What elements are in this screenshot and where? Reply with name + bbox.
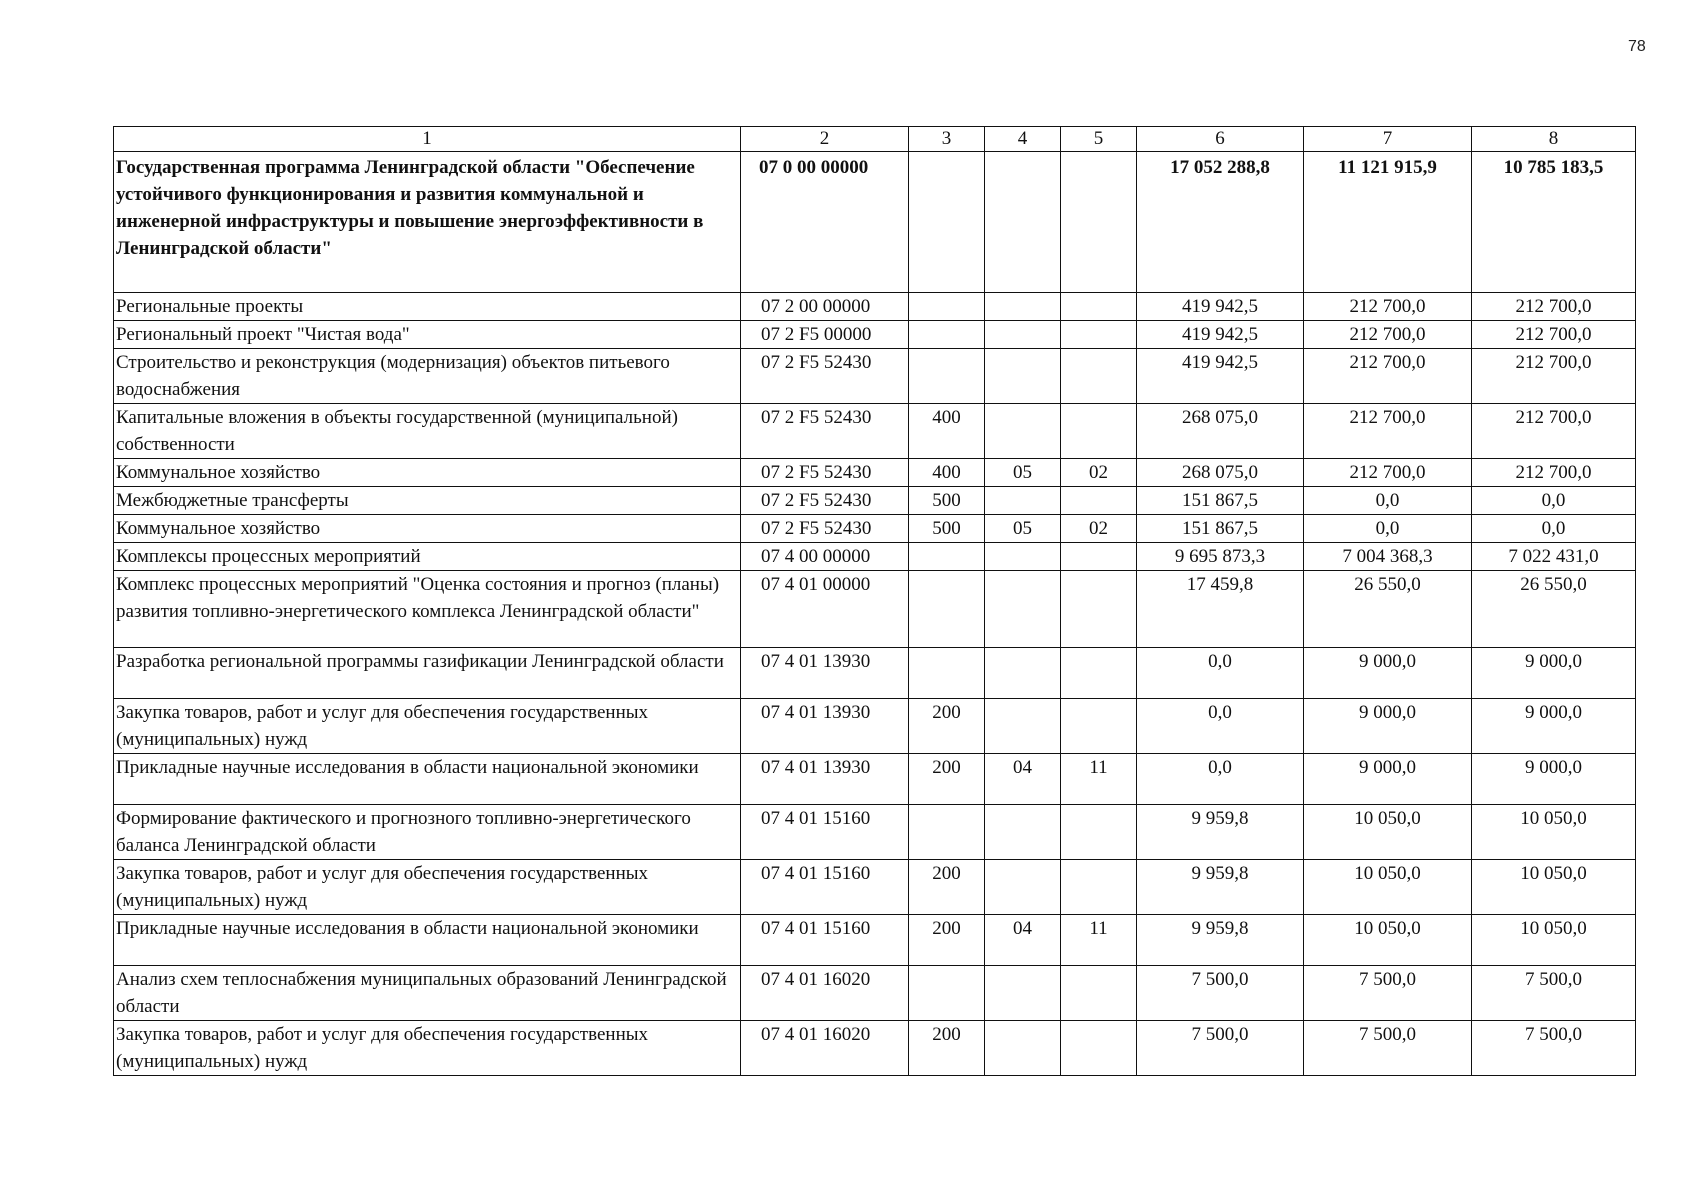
amount-year3-cell: 10 050,0 (1472, 860, 1636, 915)
subsection-cell (1061, 349, 1137, 404)
row-name-cell: Закупка товаров, работ и услуг для обеспечения государственных (муниципальных) нужд (114, 860, 741, 915)
target-article-code-cell: 07 2 F5 52430 (741, 404, 909, 459)
section-cell (985, 860, 1061, 915)
amount-year1-cell: 7 500,0 (1137, 1021, 1304, 1076)
expense-type-cell: 500 (909, 487, 985, 515)
section-cell (985, 1021, 1061, 1076)
table-row (114, 805, 1636, 860)
expense-type-cell: 200 (909, 1021, 985, 1076)
expense-type-cell (909, 571, 985, 648)
subsection-cell (1061, 860, 1137, 915)
expense-type-cell (909, 321, 985, 349)
row-name-cell: Региональные проекты (114, 293, 741, 321)
table-row (114, 860, 1636, 915)
amount-year2-cell: 0,0 (1304, 487, 1472, 515)
table-row (114, 648, 1636, 699)
table-row (114, 754, 1636, 805)
column-number: 7 (1304, 127, 1472, 152)
row-name-cell: Комплекс процессных мероприятий "Оценка состояния и прогноз (планы) развития топливно-энергетического комплекса Ленинградской области" (114, 571, 741, 648)
amount-year2-cell: 9 000,0 (1304, 648, 1472, 699)
target-article-code-cell: 07 4 00 00000 (741, 543, 909, 571)
amount-year2-cell: 7 500,0 (1304, 1021, 1472, 1076)
row-name-cell: Коммунальное хозяйство (114, 459, 741, 487)
amount-year2-cell: 7 500,0 (1304, 966, 1472, 1021)
table-row (114, 915, 1636, 966)
amount-year2-cell: 212 700,0 (1304, 293, 1472, 321)
table-row (114, 321, 1636, 349)
target-article-code-cell: 07 4 01 13930 (741, 754, 909, 805)
column-number: 4 (985, 127, 1061, 152)
section-cell: 04 (985, 915, 1061, 966)
amount-year3-cell: 9 000,0 (1472, 648, 1636, 699)
row-name-cell: Строительство и реконструкция (модернизация) объектов питьевого водоснабжения (114, 349, 741, 404)
target-article-code-cell: 07 4 01 13930 (741, 699, 909, 754)
amount-year1-cell: 9 959,8 (1137, 860, 1304, 915)
subsection-cell (1061, 152, 1137, 293)
row-name-cell: Прикладные научные исследования в области национальной экономики (114, 754, 741, 805)
amount-year2-cell: 11 121 915,9 (1304, 152, 1472, 293)
target-article-code-cell: 07 2 00 00000 (741, 293, 909, 321)
section-cell (985, 293, 1061, 321)
amount-year1-cell: 419 942,5 (1137, 293, 1304, 321)
subsection-cell (1061, 966, 1137, 1021)
amount-year2-cell: 212 700,0 (1304, 404, 1472, 459)
amount-year3-cell: 7 500,0 (1472, 1021, 1636, 1076)
section-cell: 05 (985, 459, 1061, 487)
row-name-cell: Коммунальное хозяйство (114, 515, 741, 543)
subsection-cell (1061, 321, 1137, 349)
target-article-code-cell: 07 2 F5 52430 (741, 459, 909, 487)
target-article-code-cell: 07 0 00 00000 (741, 152, 909, 293)
table-row (114, 1021, 1636, 1076)
target-article-code-cell: 07 4 01 15160 (741, 805, 909, 860)
amount-year3-cell: 212 700,0 (1472, 293, 1636, 321)
section-cell (985, 571, 1061, 648)
amount-year3-cell: 7 500,0 (1472, 966, 1636, 1021)
subsection-cell (1061, 404, 1137, 459)
section-cell (985, 487, 1061, 515)
subsection-cell (1061, 805, 1137, 860)
amount-year3-cell: 0,0 (1472, 487, 1636, 515)
amount-year1-cell: 0,0 (1137, 754, 1304, 805)
amount-year1-cell: 0,0 (1137, 648, 1304, 699)
table-row (114, 152, 1636, 293)
amount-year1-cell: 419 942,5 (1137, 349, 1304, 404)
amount-year3-cell: 7 022 431,0 (1472, 543, 1636, 571)
section-cell (985, 966, 1061, 1021)
amount-year1-cell: 151 867,5 (1137, 515, 1304, 543)
expense-type-cell (909, 648, 985, 699)
amount-year1-cell: 9 695 873,3 (1137, 543, 1304, 571)
subsection-cell: 02 (1061, 515, 1137, 543)
expense-type-cell: 200 (909, 699, 985, 754)
amount-year2-cell: 0,0 (1304, 515, 1472, 543)
target-article-code-cell: 07 4 01 15160 (741, 915, 909, 966)
target-article-code-cell: 07 2 F5 52430 (741, 349, 909, 404)
amount-year3-cell: 10 050,0 (1472, 805, 1636, 860)
subsection-cell (1061, 648, 1137, 699)
row-name-cell: Прикладные научные исследования в области национальной экономики (114, 915, 741, 966)
section-cell (985, 152, 1061, 293)
table-row (114, 487, 1636, 515)
subsection-cell (1061, 543, 1137, 571)
table-row (114, 699, 1636, 754)
expense-type-cell: 200 (909, 754, 985, 805)
amount-year1-cell: 17 052 288,8 (1137, 152, 1304, 293)
amount-year3-cell: 10 785 183,5 (1472, 152, 1636, 293)
amount-year3-cell: 0,0 (1472, 515, 1636, 543)
amount-year3-cell: 10 050,0 (1472, 915, 1636, 966)
target-article-code-cell: 07 4 01 16020 (741, 1021, 909, 1076)
amount-year1-cell: 9 959,8 (1137, 915, 1304, 966)
column-number: 3 (909, 127, 985, 152)
expense-type-cell: 200 (909, 915, 985, 966)
budget-table (113, 126, 1636, 1076)
table-row (114, 404, 1636, 459)
row-name-cell: Региональный проект "Чистая вода" (114, 321, 741, 349)
section-cell (985, 699, 1061, 754)
table-row (114, 571, 1636, 648)
amount-year2-cell: 9 000,0 (1304, 754, 1472, 805)
amount-year3-cell: 9 000,0 (1472, 699, 1636, 754)
column-number-row (114, 127, 1636, 152)
table-row (114, 349, 1636, 404)
table-row (114, 515, 1636, 543)
section-cell (985, 321, 1061, 349)
table-row (114, 543, 1636, 571)
amount-year2-cell: 26 550,0 (1304, 571, 1472, 648)
amount-year1-cell: 17 459,8 (1137, 571, 1304, 648)
subsection-cell (1061, 487, 1137, 515)
amount-year2-cell: 212 700,0 (1304, 321, 1472, 349)
row-name-cell: Закупка товаров, работ и услуг для обеспечения государственных (муниципальных) нужд (114, 1021, 741, 1076)
amount-year2-cell: 10 050,0 (1304, 860, 1472, 915)
column-number: 1 (114, 127, 741, 152)
amount-year1-cell: 7 500,0 (1137, 966, 1304, 1021)
expense-type-cell (909, 349, 985, 404)
amount-year3-cell: 9 000,0 (1472, 754, 1636, 805)
amount-year3-cell: 26 550,0 (1472, 571, 1636, 648)
column-number: 5 (1061, 127, 1137, 152)
subsection-cell: 11 (1061, 915, 1137, 966)
amount-year2-cell: 212 700,0 (1304, 349, 1472, 404)
amount-year3-cell: 212 700,0 (1472, 459, 1636, 487)
target-article-code-cell: 07 2 F5 52430 (741, 487, 909, 515)
section-cell: 05 (985, 515, 1061, 543)
target-article-code-cell: 07 2 F5 00000 (741, 321, 909, 349)
target-article-code-cell: 07 4 01 00000 (741, 571, 909, 648)
row-name-cell: Комплексы процессных мероприятий (114, 543, 741, 571)
subsection-cell (1061, 571, 1137, 648)
section-cell: 04 (985, 754, 1061, 805)
target-article-code-cell: 07 4 01 16020 (741, 966, 909, 1021)
amount-year1-cell: 268 075,0 (1137, 404, 1304, 459)
expense-type-cell: 500 (909, 515, 985, 543)
amount-year2-cell: 10 050,0 (1304, 805, 1472, 860)
expense-type-cell (909, 152, 985, 293)
subsection-cell (1061, 293, 1137, 321)
expense-type-cell: 200 (909, 860, 985, 915)
page-number: 78 (1628, 38, 1646, 55)
subsection-cell: 11 (1061, 754, 1137, 805)
amount-year2-cell: 212 700,0 (1304, 459, 1472, 487)
expense-type-cell (909, 293, 985, 321)
column-number: 6 (1137, 127, 1304, 152)
expense-type-cell (909, 805, 985, 860)
amount-year1-cell: 268 075,0 (1137, 459, 1304, 487)
table-row (114, 459, 1636, 487)
row-name-cell: Формирование фактического и прогнозного топливно-энергетического баланса Ленинградской области (114, 805, 741, 860)
amount-year1-cell: 9 959,8 (1137, 805, 1304, 860)
expense-type-cell (909, 543, 985, 571)
subsection-cell: 02 (1061, 459, 1137, 487)
expense-type-cell: 400 (909, 404, 985, 459)
section-cell (985, 648, 1061, 699)
subsection-cell (1061, 699, 1137, 754)
amount-year1-cell: 419 942,5 (1137, 321, 1304, 349)
section-cell (985, 404, 1061, 459)
target-article-code-cell: 07 4 01 13930 (741, 648, 909, 699)
section-cell (985, 349, 1061, 404)
target-article-code-cell: 07 2 F5 52430 (741, 515, 909, 543)
table-row (114, 293, 1636, 321)
row-name-cell: Анализ схем теплоснабжения муниципальных образований Ленинградской области (114, 966, 741, 1021)
row-name-cell: Капитальные вложения в объекты государственной (муниципальной) собственности (114, 404, 741, 459)
row-name-cell: Закупка товаров, работ и услуг для обеспечения государственных (муниципальных) нужд (114, 699, 741, 754)
amount-year1-cell: 0,0 (1137, 699, 1304, 754)
amount-year3-cell: 212 700,0 (1472, 321, 1636, 349)
subsection-cell (1061, 1021, 1137, 1076)
amount-year2-cell: 10 050,0 (1304, 915, 1472, 966)
amount-year2-cell: 9 000,0 (1304, 699, 1472, 754)
target-article-code-cell: 07 4 01 15160 (741, 860, 909, 915)
section-cell (985, 543, 1061, 571)
row-name-cell: Государственная программа Ленинградской области "Обеспечение устойчивого функционирования и развития коммунальной и инженерной инфраструктуры и повышение энергоэффективности в Ленинградской области" (114, 152, 741, 293)
table-row (114, 966, 1636, 1021)
section-cell (985, 805, 1061, 860)
row-name-cell: Разработка региональной программы газификации Ленинградской области (114, 648, 741, 699)
expense-type-cell: 400 (909, 459, 985, 487)
expense-type-cell (909, 966, 985, 1021)
amount-year1-cell: 151 867,5 (1137, 487, 1304, 515)
amount-year2-cell: 7 004 368,3 (1304, 543, 1472, 571)
amount-year3-cell: 212 700,0 (1472, 404, 1636, 459)
amount-year3-cell: 212 700,0 (1472, 349, 1636, 404)
column-number: 8 (1472, 127, 1636, 152)
row-name-cell: Межбюджетные трансферты (114, 487, 741, 515)
column-number: 2 (741, 127, 909, 152)
